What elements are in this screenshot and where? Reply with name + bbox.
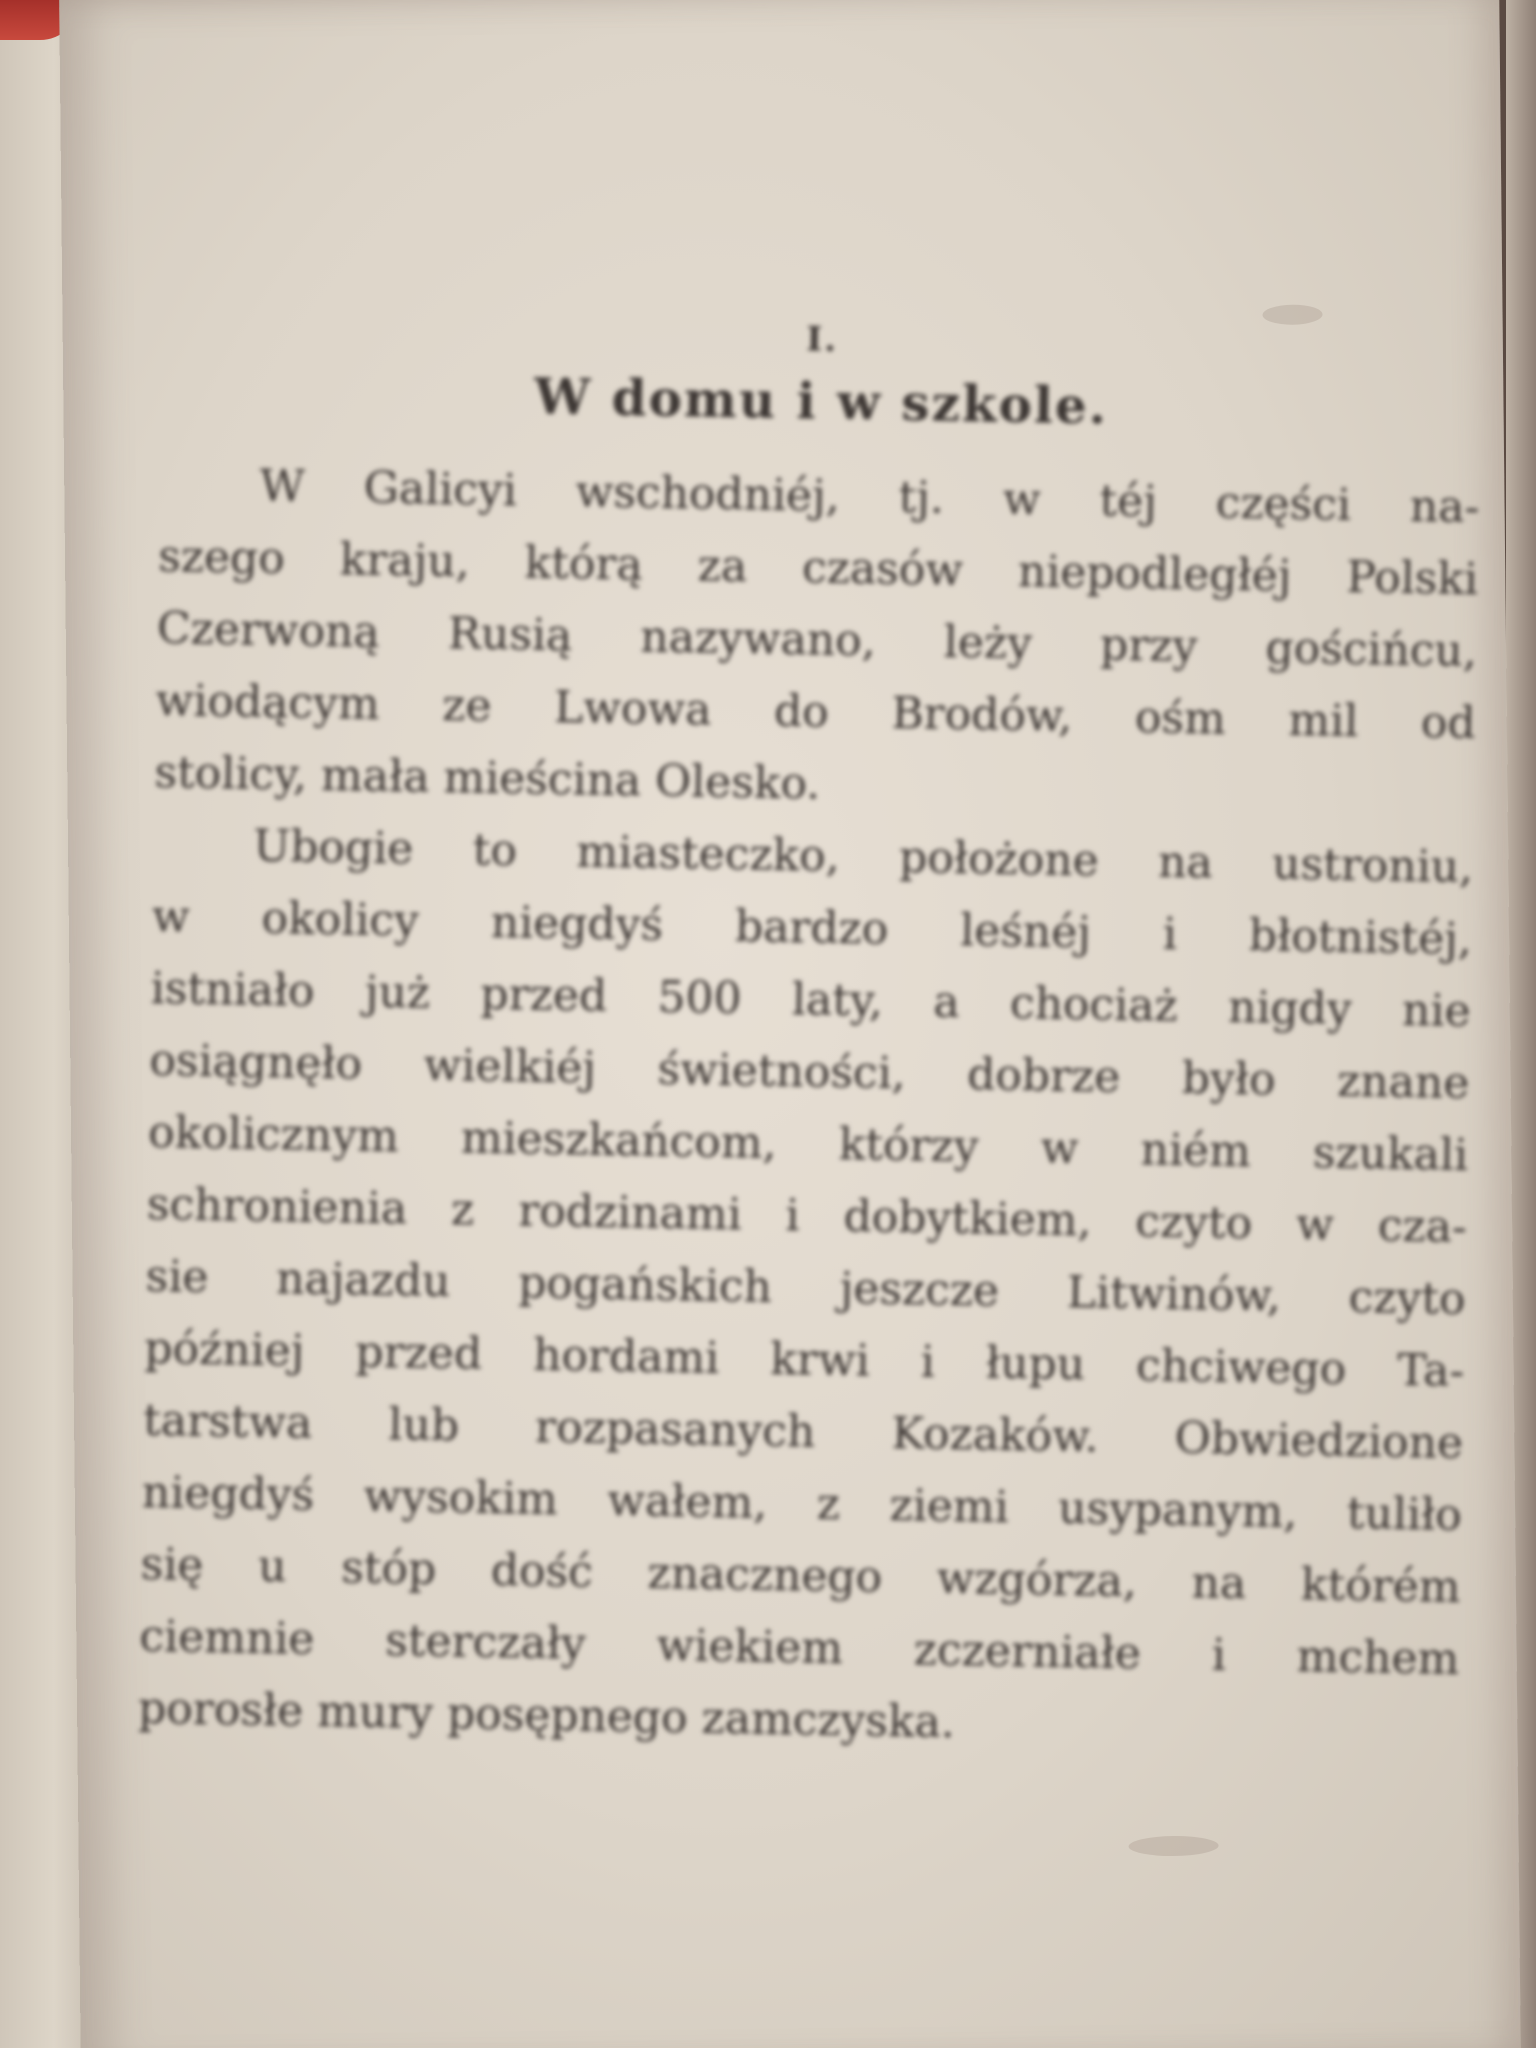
- text-line: się u stóp dość znacznego wzgórza, na którém: [140, 1538, 1461, 1613]
- text-line: osiągnęło wielkiéj świetności, dobrze było znane: [149, 1034, 1470, 1110]
- text-line: niegdyś wysokim wałem, z ziemi usypanym, tuliło: [141, 1466, 1463, 1541]
- text-line: W Galicyi wschodniéj, tj. w téj części na-: [259, 460, 1480, 534]
- text-line: Ubogie to miasteczko, położone na ustroniu,: [252, 820, 1474, 894]
- text-line: wiodącym ze Lwowa do Brodów, ośm mil od: [155, 675, 1477, 750]
- text-line: ciemnie sterczały wiekiem zczerniałe i mchem: [139, 1610, 1460, 1685]
- book-page: [59, 0, 1521, 2048]
- chapter-number: I.: [805, 319, 839, 360]
- text-line: istniało już przed 500 laty, a chociaż nigdy nie: [150, 963, 1472, 1038]
- chapter-title: W domu i w szkole.: [533, 366, 1109, 436]
- text-line: później przed hordami krwi i łupu chciwego Ta-: [144, 1322, 1465, 1397]
- text-line: szego kraju, którą za czasów niepodległéj Polski: [157, 531, 1479, 606]
- text-line: porosłe mury posępnego zamczyska.: [137, 1682, 956, 1749]
- text-line: sie najazdu pogańskich jeszcze Litwinów, czyto: [145, 1250, 1467, 1325]
- text-line: schronienia z rodzinami i dobytkiem, czyto w cza-: [146, 1178, 1468, 1253]
- paragraph-2: [138, 809, 1474, 1768]
- text-line: tarstwa lub rozpasanych Kozaków. Obwiedzione: [142, 1394, 1464, 1469]
- text-line: w okolicy niegdyś bardzo leśnéj i błotnistéj,: [151, 891, 1473, 966]
- text-line: Czerwoną Rusią nazywano, leży przy gościńcu,: [156, 603, 1478, 678]
- paper-stain: [1262, 304, 1322, 325]
- paragraph-1: [154, 449, 1480, 832]
- text-line: okolicznym mieszkańcom, którzy w niém szukali: [147, 1106, 1469, 1182]
- text-line: stolicy, mała mieścina Olesko.: [154, 747, 821, 810]
- page-text: [135, 308, 1483, 1931]
